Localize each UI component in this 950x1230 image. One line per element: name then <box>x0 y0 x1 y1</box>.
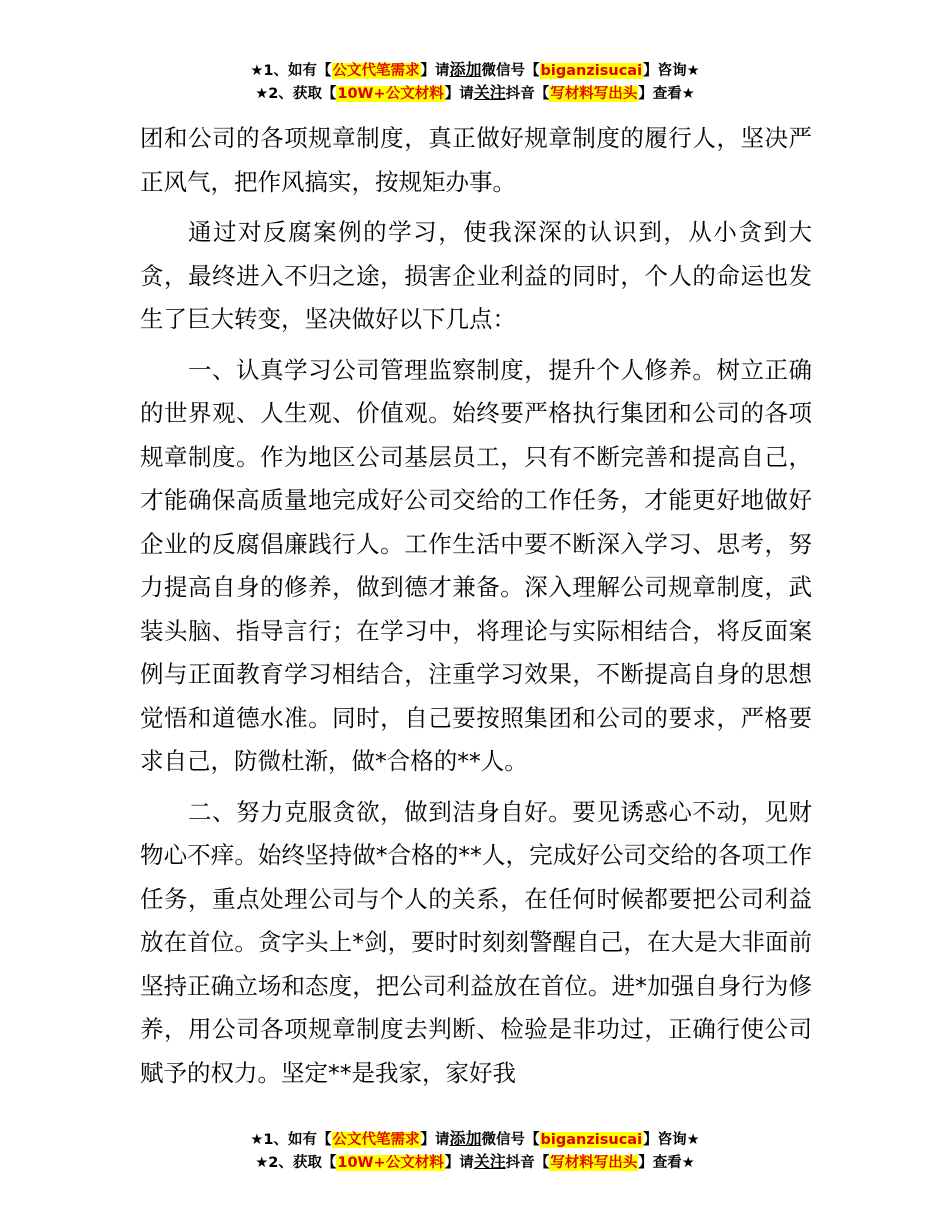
banner-text: 】查看★ <box>638 86 695 102</box>
paragraph-point-one: 一、认真学习公司管理监察制度，提升个人修养。树立正确的世界观、人生观、价值观。始终要严格执行集团和公司的各项规章制度。作为地区公司基层员工，只有不断完善和提高自己，才能确保高质量地完成好公司交给的工作任务，才能更好地做好企业的反腐倡廉践行人。工作生活中要不断深入学习、思考，努力提高自身的修养，做到德才兼备。深入理解公司规章制度，武装头脑、指导言行；在学习中，将理论与实际相结合，将反面案例与正面教育学习相结合，注重学习效果，不断提高自身的思想觉悟和道德水准。同时，自己要按照集团和公司的要求，严格要求自己，防微杜渐，做*合格的**人。 <box>140 355 812 775</box>
highlight-materials: 10W+公文材料 <box>337 86 444 102</box>
banner-text: ★2、获取【 <box>255 86 337 102</box>
banner-text: 】请 <box>420 1132 450 1148</box>
banner-line-1 <box>0 1128 950 1151</box>
emphasis-follow: 关注 <box>473 83 506 102</box>
paragraph-point-two: 二、努力克服贪欲，做到洁身自好。要见诱惑心不动，见财物心不痒。始终坚持做*合格的**人，完成好公司交给的各项工作任务，重点处理公司与个人的关系，在任何时候都要把公司利益放在首位。贪字头上*剑，要时时刻刻警醒自己，在大是大非面前坚持正确立场和态度，把公司利益放在首位。进*加强自身行为修养，用公司各项规章制度去判断、检验是非功过，正确行使公司赋予的权力。坚定**是我家，家好我 <box>140 797 812 1087</box>
banner-text: ★2、获取【 <box>255 1155 337 1171</box>
banner-line-1 <box>0 59 950 82</box>
highlight-douyin-id: 写材料写出头 <box>550 86 638 102</box>
highlight-wechat-id: biganzisucai <box>540 1132 643 1148</box>
banner-text: ★1、如有【 <box>250 63 332 79</box>
highlight-douyin-id: 写材料写出头 <box>550 1155 638 1171</box>
paragraph-continuation: 团和公司的各项规章制度，真正做好规章制度的履行人，坚决严正风气，把作风搞实，按规矩办事。 <box>140 124 812 196</box>
header-banner <box>0 59 950 105</box>
banner-text: 抖音【 <box>505 86 550 102</box>
banner-text: 抖音【 <box>505 1155 550 1171</box>
banner-text: 】请 <box>444 1155 474 1171</box>
banner-text: 】咨询★ <box>643 1132 700 1148</box>
banner-text: 】咨询★ <box>643 63 700 79</box>
highlight-service: 公文代笔需求 <box>332 63 420 79</box>
document-body <box>140 117 812 1102</box>
emphasis-add: 添加 <box>449 60 482 79</box>
banner-text: 】请 <box>444 86 474 102</box>
banner-line-2 <box>0 1151 950 1174</box>
highlight-materials: 10W+公文材料 <box>337 1155 444 1171</box>
emphasis-add: 添加 <box>449 1129 482 1148</box>
paragraph-learning: 通过对反腐案例的学习，使我深深的认识到，从小贪到大贪，最终进入不归之途，损害企业利益的同时，个人的命运也发生了巨大转变，坚决做好以下几点： <box>140 218 812 333</box>
emphasis-follow: 关注 <box>473 1152 506 1171</box>
highlight-wechat-id: biganzisucai <box>540 63 643 79</box>
banner-text: 微信号【 <box>481 63 540 79</box>
banner-text: 】查看★ <box>638 1155 695 1171</box>
banner-line-2 <box>0 82 950 105</box>
banner-text: 】请 <box>420 63 450 79</box>
banner-text: 微信号【 <box>481 1132 540 1148</box>
banner-text: ★1、如有【 <box>250 1132 332 1148</box>
footer-banner <box>0 1128 950 1174</box>
highlight-service: 公文代笔需求 <box>332 1132 420 1148</box>
